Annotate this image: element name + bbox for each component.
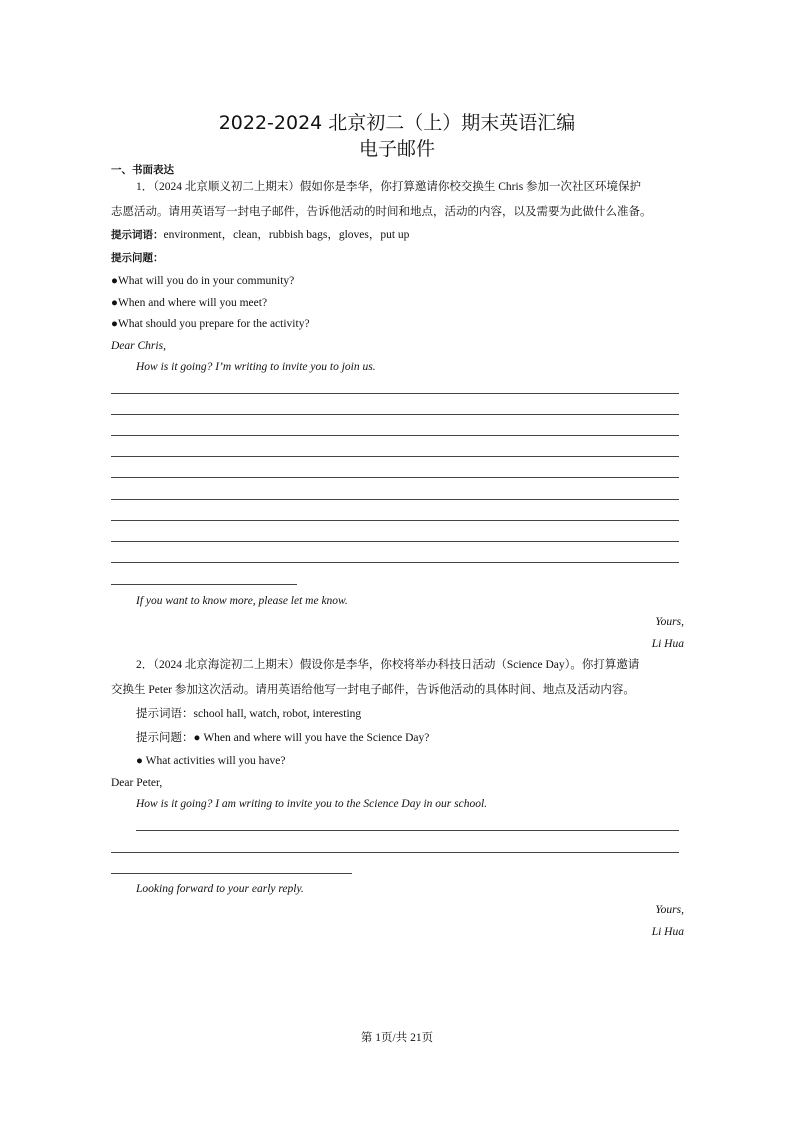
q1-answer-line-short — [111, 584, 297, 585]
q1-salutation: Dear Chris, — [111, 340, 166, 352]
q1-hint-words-text: environment，clean，rubbish bags，gloves，put up — [163, 229, 410, 241]
q2-prompt-line2: 交换生 Peter 参加这次活动。请用英语给他写一封电子邮件，告诉他活动的具体时间、地点及活动内容。 — [111, 684, 635, 696]
q1-prompt-line1: 1．（2024 北京顺义初二上期末）假如你是李华，你打算邀请你校交换生 Chris 参加一次社区环境保护 — [136, 181, 642, 193]
page-footer: 第 1页/共 21页 — [360, 1032, 434, 1044]
q1-prompt-line2: 志愿活动。请用英语写一封电子邮件，告诉他活动的时间和地点，活动的内容，以及需要为此做什么准备。 — [111, 206, 652, 218]
q2-signoff: Yours, — [655, 904, 684, 916]
q2-closing: Looking forward to your early reply. — [136, 883, 304, 895]
q2-answer-line — [111, 852, 679, 853]
q1-answer-line — [111, 435, 679, 436]
q1-answer-line — [111, 562, 679, 563]
q1-answer-line — [111, 414, 679, 415]
q1-answer-line — [111, 477, 679, 478]
q2-salutation: Dear Peter, — [111, 777, 163, 789]
q1-answer-line — [111, 520, 679, 521]
document-title: 2022-2024 北京初二（上）期末英语汇编 — [218, 112, 576, 134]
q2-answer-line — [136, 830, 679, 831]
section-heading: 一、书面表达 — [111, 164, 174, 176]
q1-hint-words — [111, 228, 409, 242]
q1-question-2: ●When and where will you meet? — [111, 297, 268, 309]
q1-signature: Li Hua — [651, 638, 684, 650]
q1-question-3: ●What should you prepare for the activity? — [111, 318, 310, 330]
q1-answer-line — [111, 541, 679, 542]
q1-closing: If you want to know more, please let me know. — [136, 595, 348, 607]
q1-opening: How is it going? I’m writing to invite you to join us. — [136, 361, 376, 373]
q2-hint-question-1: 提示问题：● When and where will you have the Science Day? — [136, 732, 430, 744]
q2-prompt-line1: 2．（2024 北京海淀初二上期末）假设你是李华，你校将举办科技日活动（Science Day）。你打算邀请 — [136, 659, 640, 671]
q1-answer-line — [111, 456, 679, 457]
q2-hint-words: 提示词语：school hall, watch, robot, interesting — [136, 708, 362, 720]
q2-signature: Li Hua — [651, 926, 684, 938]
q1-answer-line — [111, 393, 679, 394]
q2-opening: How is it going? I am writing to invite you to the Science Day in our school. — [136, 798, 488, 810]
q1-hint-questions-label: 提示问题： — [111, 252, 164, 264]
q1-answer-line — [111, 499, 679, 500]
q2-hint-question-2: ● What activities will you have? — [136, 755, 286, 767]
q1-hint-words-label: 提示词语： — [111, 229, 164, 241]
document-subtitle: 电子邮件 — [358, 138, 435, 160]
q2-answer-line-short — [111, 873, 352, 874]
q1-question-1: ●What will you do in your community? — [111, 275, 295, 287]
q1-signoff: Yours, — [655, 616, 684, 628]
